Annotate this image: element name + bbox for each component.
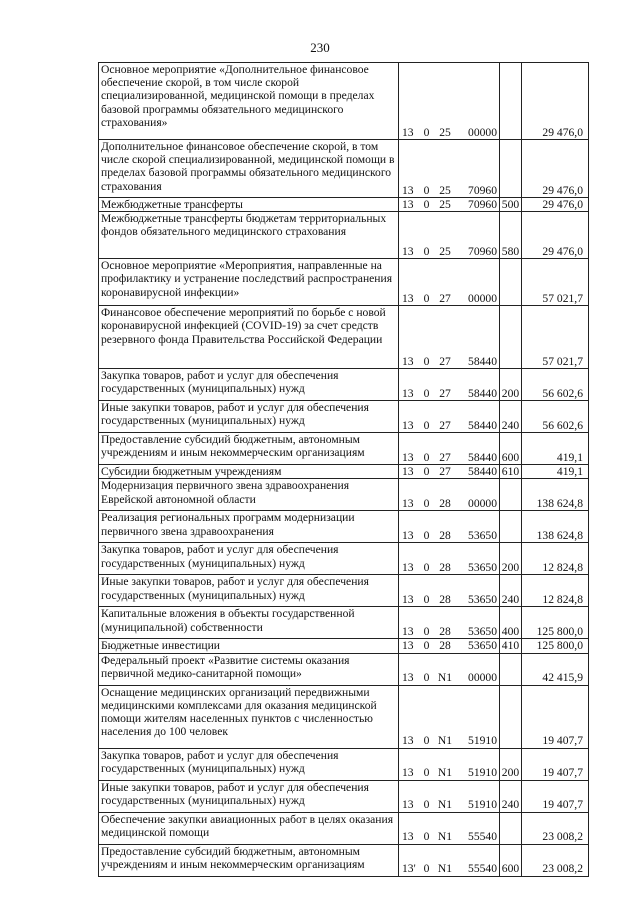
code-part-2: 0	[423, 419, 430, 432]
expense-type-code: 240	[500, 575, 522, 607]
code-part-2: 0	[423, 734, 430, 748]
code-part-1: 13	[402, 419, 414, 432]
classification-code	[399, 748, 500, 780]
code-part-3: 28	[439, 529, 451, 543]
code-part-2: 0	[423, 862, 430, 876]
code-part-3: 25	[439, 183, 451, 197]
code-part-1: 13	[402, 671, 414, 685]
classification-code	[399, 433, 500, 465]
item-name: Межбюджетные трансферты бюджетам территориальных фондов обязательного медицинского страхования	[99, 212, 399, 259]
code-part-4: 53650	[468, 639, 497, 653]
table-row	[99, 653, 589, 685]
item-name: Предоставление субсидий бюджетным, автономным учреждениям и иным некоммерческим организациям	[99, 433, 399, 465]
code-part-4: 53650	[468, 593, 497, 607]
item-name: Закупка товаров, работ и услуг для обеспечения государственных (муниципальных) нужд	[99, 369, 399, 401]
code-part-2: 0	[423, 451, 430, 464]
table-row	[99, 401, 589, 433]
code-part-3: 27	[439, 387, 451, 400]
classification-code	[399, 543, 500, 575]
code-part-3: 28	[439, 497, 451, 511]
code-part-3: N1	[437, 734, 453, 748]
code-part-3: 27	[439, 355, 451, 368]
code-part-2: 0	[423, 245, 430, 258]
code-part-3: 28	[439, 639, 451, 653]
code-part-2: 0	[423, 625, 430, 639]
classification-code	[399, 575, 500, 607]
expense-type-code	[500, 511, 522, 543]
item-name: Обеспечение закупки авиационных работ в целях оказания медицинской помощи	[99, 812, 399, 844]
code-part-3: 25	[439, 245, 451, 258]
table-row	[99, 748, 589, 780]
item-name: Оснащение медицинских организаций передвижными медицинскими комплексами для оказания медицинской помощи жителям населенных пунктов с численностью населения до 100 человек	[99, 685, 399, 748]
table-row	[99, 63, 589, 140]
page-number: 230	[310, 40, 330, 55]
code-part-4: 58440	[468, 451, 497, 464]
code-part-3: 27	[439, 292, 451, 305]
item-name: Дополнительное финансовое обеспечение скорой, в том числе скорой специализированной, медицинской помощи в пределах базовой программы обязательного медицинского страхования	[99, 140, 399, 198]
code-part-3: N1	[437, 830, 453, 844]
expense-type-code	[500, 653, 522, 685]
classification-code	[399, 465, 500, 479]
classification-code	[399, 259, 500, 306]
code-part-1: 13	[402, 625, 414, 639]
item-name: Закупка товаров, работ и услуг для обеспечения государственных (муниципальных) нужд	[99, 543, 399, 575]
item-name: Основное мероприятие «Мероприятия, направленные на профилактику и устранение последствий распространения коронавирусной инфекции»	[99, 259, 399, 306]
code-part-1: 13	[402, 183, 414, 197]
expense-type-code: 400	[500, 607, 522, 639]
code-part-1: 13	[402, 766, 414, 780]
code-part-4: 51910	[468, 798, 497, 812]
code-part-4: 00000	[468, 292, 497, 305]
table-row	[99, 543, 589, 575]
amount: 19 407,7	[522, 748, 589, 780]
code-part-4: 00000	[468, 671, 497, 685]
code-part-1: 13	[402, 798, 414, 812]
code-part-4: 53650	[468, 625, 497, 639]
amount: 29 476,0	[522, 198, 589, 212]
code-part-2: 0	[423, 830, 430, 844]
amount: 12 824,8	[522, 575, 589, 607]
code-part-1: 13	[402, 529, 414, 543]
code-part-2: 0	[423, 593, 430, 607]
budget-table	[98, 62, 589, 877]
code-part-3: 27	[439, 451, 451, 464]
item-name: Основное мероприятие «Дополнительное финансовое обеспечение скорой, в том числе скорой специализированной, медицинской помощи в пределах базовой программы обязательного медицинского страхования»	[99, 63, 399, 140]
classification-code	[399, 401, 500, 433]
code-part-1: 13	[402, 292, 414, 305]
amount: 57 021,7	[522, 259, 589, 306]
code-part-4: 58440	[468, 355, 497, 368]
table-row	[99, 812, 589, 844]
code-part-4: 00000	[468, 497, 497, 511]
code-part-4: 58440	[468, 465, 497, 479]
classification-code	[399, 780, 500, 812]
code-part-1: 13	[402, 387, 414, 400]
code-part-1: 13	[402, 198, 414, 211]
code-part-3: N1	[437, 766, 453, 780]
expense-type-code	[500, 259, 522, 306]
item-name: Бюджетные инвестиции	[99, 639, 399, 653]
code-part-1: 13'	[402, 862, 416, 876]
table-row	[99, 306, 589, 369]
classification-code	[399, 306, 500, 369]
classification-code	[399, 685, 500, 748]
amount: 29 476,0	[522, 212, 589, 259]
table-row	[99, 465, 589, 479]
amount: 125 800,0	[522, 639, 589, 653]
code-part-4: 55540	[468, 830, 497, 844]
amount: 57 021,7	[522, 306, 589, 369]
expense-type-code: 580	[500, 212, 522, 259]
classification-code	[399, 607, 500, 639]
table-row	[99, 259, 589, 306]
expense-type-code	[500, 306, 522, 369]
table-row	[99, 479, 589, 511]
code-part-1: 13	[402, 355, 414, 368]
table-row	[99, 780, 589, 812]
code-part-4: 70960	[468, 198, 497, 211]
code-part-2: 0	[423, 529, 430, 543]
expense-type-code: 600	[500, 844, 522, 876]
code-part-4: 53650	[468, 529, 497, 543]
code-part-4: 53650	[468, 561, 497, 575]
amount: 42 415,9	[522, 653, 589, 685]
item-name: Иные закупки товаров, работ и услуг для обеспечения государственных (муниципальных) нужд	[99, 575, 399, 607]
table-body	[99, 63, 589, 877]
code-part-4: 55540	[468, 862, 497, 876]
table-row	[99, 212, 589, 259]
code-part-3: 28	[439, 593, 451, 607]
amount: 29 476,0	[522, 140, 589, 198]
code-part-3: 25	[439, 198, 451, 211]
expense-type-code: 200	[500, 748, 522, 780]
expense-type-code: 200	[500, 543, 522, 575]
code-part-2: 0	[423, 671, 430, 685]
table-row	[99, 140, 589, 198]
amount: 138 624,8	[522, 479, 589, 511]
amount: 29 476,0	[522, 63, 589, 140]
expense-type-code	[500, 685, 522, 748]
expense-type-code: 500	[500, 198, 522, 212]
expense-type-code: 240	[500, 401, 522, 433]
code-part-1: 13	[402, 734, 414, 748]
code-part-1: 13	[402, 561, 414, 575]
item-name: Межбюджетные трансферты	[99, 198, 399, 212]
code-part-3: 28	[439, 625, 451, 639]
classification-code	[399, 639, 500, 653]
table-row	[99, 369, 589, 401]
expense-type-code: 610	[500, 465, 522, 479]
expense-type-code	[500, 479, 522, 511]
code-part-4: 51910	[468, 734, 497, 748]
table-row	[99, 685, 589, 748]
expense-type-code	[500, 63, 522, 140]
amount: 419,1	[522, 433, 589, 465]
item-name: Капитальные вложения в объекты государственной (муниципальной) собственности	[99, 607, 399, 639]
code-part-2: 0	[423, 387, 430, 400]
classification-code	[399, 511, 500, 543]
item-name: Закупка товаров, работ и услуг для обеспечения государственных (муниципальных) нужд	[99, 748, 399, 780]
amount: 23 008,2	[522, 844, 589, 876]
table-row	[99, 607, 589, 639]
code-part-2: 0	[423, 766, 430, 780]
code-part-3: N1	[437, 671, 453, 685]
code-part-4: 58440	[468, 419, 497, 432]
table-row	[99, 511, 589, 543]
item-name: Иные закупки товаров, работ и услуг для обеспечения государственных (муниципальных) нужд	[99, 780, 399, 812]
amount: 19 407,7	[522, 685, 589, 748]
table-row	[99, 198, 589, 212]
item-name: Предоставление субсидий бюджетным, автономным учреждениям и иным некоммерческим организациям	[99, 844, 399, 876]
item-name: Иные закупки товаров, работ и услуг для обеспечения государственных (муниципальных) нужд	[99, 401, 399, 433]
amount: 23 008,2	[522, 812, 589, 844]
code-part-4: 70960	[468, 183, 497, 197]
code-part-4: 51910	[468, 766, 497, 780]
code-part-3: N1	[437, 862, 453, 876]
table-row	[99, 433, 589, 465]
code-part-2: 0	[423, 355, 430, 368]
expense-type-code: 410	[500, 639, 522, 653]
code-part-2: 0	[423, 125, 430, 139]
code-part-2: 0	[423, 183, 430, 197]
code-part-1: 13	[402, 125, 414, 139]
code-part-4: 58440	[468, 387, 497, 400]
code-part-3: 27	[439, 465, 451, 479]
amount: 125 800,0	[522, 607, 589, 639]
expense-type-code: 200	[500, 369, 522, 401]
code-part-2: 0	[423, 798, 430, 812]
code-part-1: 13	[402, 639, 414, 653]
expense-type-code	[500, 140, 522, 198]
expense-type-code: 240	[500, 780, 522, 812]
code-part-2: 0	[423, 292, 430, 305]
code-part-1: 13	[402, 465, 414, 479]
amount: 56 602,6	[522, 369, 589, 401]
item-name: Финансовое обеспечение мероприятий по борьбе с новой коронавирусной инфекцией (COVID-19) за счет средств резервного фонда Правительства Российской Федерации	[99, 306, 399, 369]
item-name: Федеральный проект «Развитие системы оказания первичной медико-санитарной помощи»	[99, 653, 399, 685]
code-part-2: 0	[423, 497, 430, 511]
item-name: Реализация региональных программ модернизации первичного звена здравоохранения	[99, 511, 399, 543]
code-part-3: N1	[437, 798, 453, 812]
code-part-4: 70960	[468, 245, 497, 258]
classification-code	[399, 812, 500, 844]
amount: 138 624,8	[522, 511, 589, 543]
item-name: Субсидии бюджетным учреждениям	[99, 465, 399, 479]
code-part-4: 00000	[468, 125, 497, 139]
code-part-1: 13	[402, 830, 414, 844]
amount: 19 407,7	[522, 780, 589, 812]
classification-code	[399, 653, 500, 685]
item-name: Модернизация первичного звена здравоохранения Еврейской автономной области	[99, 479, 399, 511]
amount: 56 602,6	[522, 401, 589, 433]
amount: 12 824,8	[522, 543, 589, 575]
classification-code	[399, 844, 500, 876]
classification-code	[399, 212, 500, 259]
table-row	[99, 639, 589, 653]
code-part-1: 13	[402, 245, 414, 258]
classification-code	[399, 369, 500, 401]
code-part-2: 0	[423, 198, 430, 211]
table-row	[99, 844, 589, 876]
expense-type-code	[500, 812, 522, 844]
expense-type-code: 600	[500, 433, 522, 465]
classification-code	[399, 198, 500, 212]
code-part-2: 0	[423, 561, 430, 575]
classification-code	[399, 140, 500, 198]
code-part-3: 28	[439, 561, 451, 575]
classification-code	[399, 479, 500, 511]
code-part-3: 25	[439, 125, 451, 139]
code-part-1: 13	[402, 593, 414, 607]
classification-code	[399, 63, 500, 140]
code-part-2: 0	[423, 465, 430, 479]
code-part-1: 13	[402, 497, 414, 511]
code-part-2: 0	[423, 639, 430, 653]
code-part-3: 27	[439, 419, 451, 432]
code-part-1: 13	[402, 451, 414, 464]
amount: 419,1	[522, 465, 589, 479]
table-row	[99, 575, 589, 607]
